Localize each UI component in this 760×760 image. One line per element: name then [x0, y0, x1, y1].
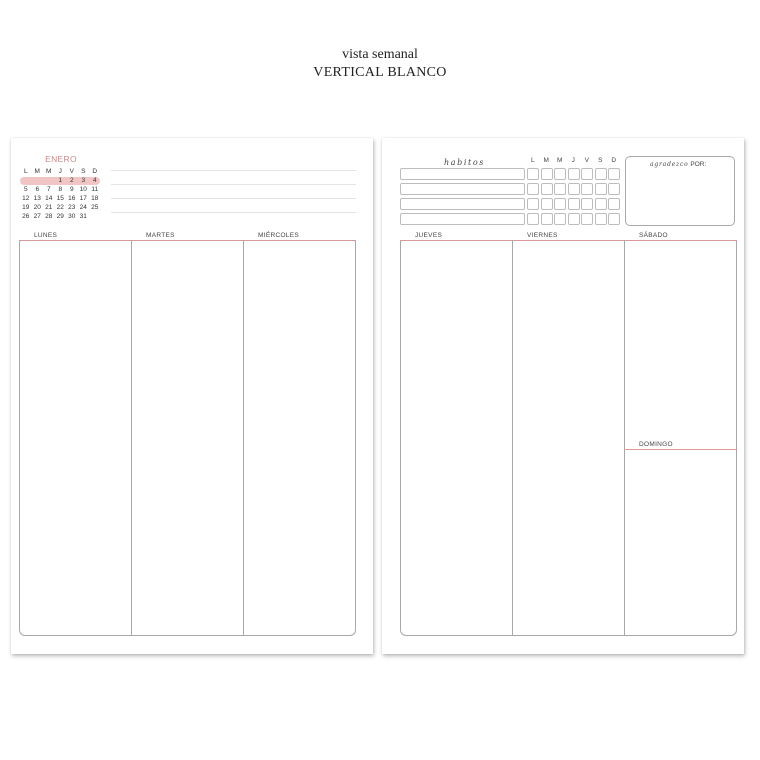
habit-checkbox[interactable]: [527, 183, 539, 195]
habit-row: [400, 168, 622, 181]
calendar-day: 6: [35, 186, 40, 193]
note-line[interactable]: [111, 212, 356, 213]
habit-checkbox[interactable]: [554, 198, 566, 210]
habit-row: [400, 213, 622, 226]
calendar-day: 1: [58, 177, 63, 184]
habit-weekday: V: [584, 157, 589, 164]
calendar-day: 26: [22, 213, 30, 220]
gratitude-title: [650, 161, 706, 168]
calendar-day: 7: [46, 186, 51, 193]
calendar-day: 24: [79, 204, 87, 211]
calendar-day: 13: [33, 195, 41, 202]
calendar-day: 19: [22, 204, 30, 211]
calendar-weekday: L: [23, 168, 28, 175]
mini-calendar: [20, 154, 102, 221]
calendar-weekday: V: [69, 168, 74, 175]
title-block: [0, 46, 760, 82]
day-area-miercoles[interactable]: [244, 242, 355, 635]
planner-page-right: [382, 138, 744, 654]
day-label-viernes: VIERNES: [527, 232, 558, 239]
gratitude-script: agradezco: [650, 161, 689, 168]
habit-checkbox[interactable]: [541, 168, 553, 180]
habit-checkbox[interactable]: [581, 183, 593, 195]
calendar-day: 31: [79, 213, 87, 220]
domingo-header-rule: [624, 449, 737, 450]
habit-checkbox[interactable]: [527, 168, 539, 180]
calendar-weekday: M: [34, 168, 40, 175]
habit-weekday: D: [611, 157, 617, 164]
day-label-martes: MARTES: [146, 232, 175, 239]
day-area-martes[interactable]: [132, 242, 242, 635]
calendar-week-row: [20, 194, 102, 203]
habit-weekday: M: [557, 157, 563, 164]
habit-checkbox[interactable]: [527, 213, 539, 225]
calendar-day: 29: [56, 213, 64, 220]
calendar-weekday: S: [81, 168, 86, 175]
calendar-weekday: M: [46, 168, 52, 175]
habit-weekday: J: [571, 157, 575, 164]
day-label-sabado: SÁBADO: [639, 232, 668, 239]
habit-checkbox[interactable]: [608, 168, 620, 180]
calendar-week-row: [20, 185, 102, 194]
habit-checkbox[interactable]: [568, 213, 580, 225]
habit-row: [400, 183, 622, 196]
gratitude-label: POR:: [690, 161, 707, 168]
calendar-day: 14: [45, 195, 53, 202]
title-line-2: VERTICAL BLANCO: [313, 65, 447, 80]
calendar-day: 12: [22, 195, 30, 202]
calendar-day: 22: [56, 204, 64, 211]
calendar-day: 25: [91, 204, 99, 211]
calendar-week-row: [20, 203, 102, 212]
day-area-lunes[interactable]: [20, 242, 130, 635]
habit-checkbox[interactable]: [608, 213, 620, 225]
habit-name-field[interactable]: [400, 168, 525, 180]
habit-checkbox[interactable]: [581, 168, 593, 180]
habit-checkbox[interactable]: [595, 183, 607, 195]
calendar-day: 18: [91, 195, 99, 202]
habit-checkbox[interactable]: [595, 213, 607, 225]
habit-row: [400, 198, 622, 211]
calendar-day: 27: [33, 213, 41, 220]
day-area-jueves[interactable]: [401, 242, 511, 635]
habit-checkbox[interactable]: [581, 198, 593, 210]
calendar-weekday: D: [92, 168, 98, 175]
calendar-day: 5: [23, 186, 28, 193]
calendar-day: 9: [69, 186, 74, 193]
habit-checkbox[interactable]: [554, 168, 566, 180]
day-label-lunes: LUNES: [34, 232, 58, 239]
calendar-day: 30: [68, 213, 76, 220]
habit-checkbox[interactable]: [595, 198, 607, 210]
day-label-jueves: JUEVES: [415, 232, 443, 239]
calendar-weekday: J: [58, 168, 62, 175]
habit-weekday: L: [530, 157, 535, 164]
day-area-viernes[interactable]: [513, 242, 623, 635]
habit-checkbox[interactable]: [595, 168, 607, 180]
note-line[interactable]: [111, 184, 356, 185]
habit-checkbox[interactable]: [581, 213, 593, 225]
habit-name-field[interactable]: [400, 198, 525, 210]
calendar-day: 10: [79, 186, 87, 193]
day-area-domingo[interactable]: [625, 451, 736, 635]
planner-page-left: [11, 138, 373, 654]
habit-checkbox[interactable]: [608, 183, 620, 195]
title-line-1: vista semanal: [342, 47, 418, 62]
calendar-day: 2: [69, 177, 74, 184]
habit-checkbox[interactable]: [554, 183, 566, 195]
habits-title: habitos: [444, 158, 485, 167]
habit-weekday: M: [543, 157, 549, 164]
calendar-day: 15: [56, 195, 64, 202]
calendar-day: 4: [92, 177, 97, 184]
calendar-day: 20: [33, 204, 41, 211]
habit-checkbox[interactable]: [568, 198, 580, 210]
habit-name-field[interactable]: [400, 213, 525, 225]
note-line[interactable]: [111, 170, 356, 171]
calendar-day: 16: [68, 195, 76, 202]
calendar-day: 28: [45, 213, 53, 220]
calendar-month-title: ENERO: [45, 154, 77, 164]
habit-checkbox[interactable]: [541, 213, 553, 225]
habit-weekday-row: [526, 157, 621, 164]
calendar-day: 21: [45, 204, 53, 211]
habit-checkbox[interactable]: [568, 183, 580, 195]
gratitude-box[interactable]: [625, 156, 735, 226]
day-header-rule: [19, 240, 356, 241]
day-label-miercoles: MIÉRCOLES: [258, 232, 299, 239]
day-header-rule: [400, 240, 737, 241]
calendar-weekday-row: [20, 167, 102, 176]
habit-checkbox[interactable]: [527, 198, 539, 210]
note-line[interactable]: [111, 198, 356, 199]
calendar-day: 17: [79, 195, 87, 202]
calendar-week-row: [20, 212, 102, 221]
habit-checkbox[interactable]: [541, 198, 553, 210]
calendar-day: 23: [68, 204, 76, 211]
calendar-day: 11: [91, 186, 99, 193]
habit-checkbox[interactable]: [554, 213, 566, 225]
habit-checkbox[interactable]: [608, 198, 620, 210]
calendar-week-row: [20, 176, 102, 185]
calendar-day: 8: [58, 186, 63, 193]
habit-weekday: S: [598, 157, 603, 164]
habit-checkbox[interactable]: [568, 168, 580, 180]
calendar-day: 3: [81, 177, 86, 184]
day-label-domingo: DOMINGO: [639, 441, 673, 448]
habit-name-field[interactable]: [400, 183, 525, 195]
day-area-sabado[interactable]: [625, 242, 736, 439]
habit-checkbox[interactable]: [541, 183, 553, 195]
